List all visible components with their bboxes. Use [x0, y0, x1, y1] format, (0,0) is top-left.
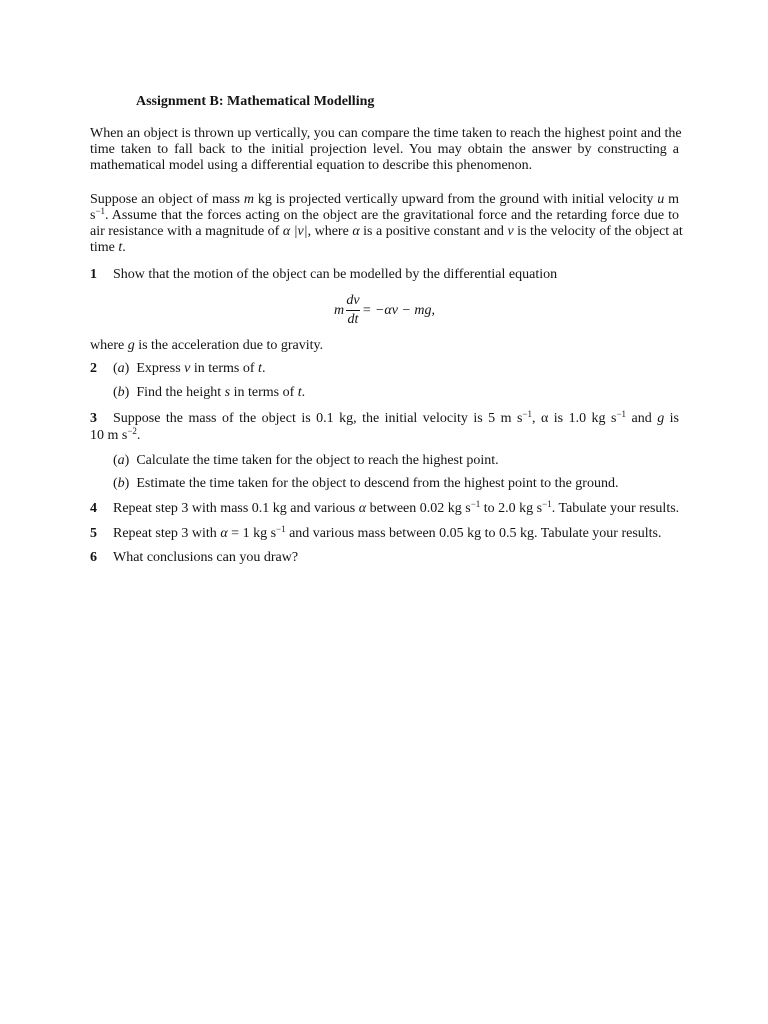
differential-equation: m dv dt = −αv − mg, [334, 293, 436, 327]
intro-line: When an object is thrown up vertically, you can compare the time taken to reach the highest point and the [90, 126, 682, 141]
question-text: Show that the motion of the object can be modelled by the differential equation [113, 267, 558, 282]
question-number: 6 [90, 550, 97, 565]
question-2a: (a) Express v in terms of t. [113, 361, 266, 376]
question-text: Repeat step 3 with mass 0.1 kg and various α between 0.02 kg $s^{-1}$ to 2.0 kg $s^{-1}$. Tabulate your results. [113, 499, 680, 516]
intro-line: time taken to fall back to the initial projection level. You may obtain the answer by constructing a [90, 142, 679, 157]
question-text: Repeat step 3 with α = 1 kg $s^{-1}$ and various mass between 0.05 kg to 0.5 kg. Tabulate your results. [113, 524, 662, 541]
question-2b: (b) Find the height s in terms of t. [113, 385, 306, 400]
setup-paragraph [90, 192, 683, 256]
intro-paragraph [90, 126, 682, 174]
setup-line: $s^{-1}$. Assume that the forces acting on the object are the gravitational force and the retarding force due to [90, 206, 679, 223]
setup-line: Suppose an object of mass m kg is projected vertically upward from the ground with initial velocity u m [90, 192, 680, 207]
derivative-fraction: dv dt [346, 293, 360, 327]
question-number: 3 [90, 411, 97, 426]
question-number: 1 [90, 267, 97, 282]
question-text: Suppose the mass of the object is 0.1 kg, the initial velocity is 5 m $s^{-1}$, α is 1.0 kg $s^{-1}$ and g is [113, 409, 680, 426]
question-number: 4 [90, 501, 97, 516]
question-3a: (a) Calculate the time taken for the object to reach the highest point. [113, 453, 499, 468]
page-title: Assignment B: Mathematical Modelling [136, 94, 375, 109]
question-number: 5 [90, 526, 97, 541]
question-number: 2 [90, 361, 97, 376]
setup-line: air resistance with a magnitude of α |v|, where α is a positive constant and v is the velocity of the object at [90, 224, 683, 239]
question-text: What conclusions can you draw? [113, 550, 299, 565]
question-3-line2: 10 m $s^{-2}$. [90, 426, 141, 443]
intro-line: mathematical model using a differential equation to describe this phenomenon. [90, 158, 533, 173]
question-3b: (b) Estimate the time taken for the object to descend from the highest point to the ground. [113, 476, 619, 491]
question-1-note: where g is the acceleration due to gravity. [90, 338, 324, 353]
setup-line: time t. [90, 240, 126, 255]
